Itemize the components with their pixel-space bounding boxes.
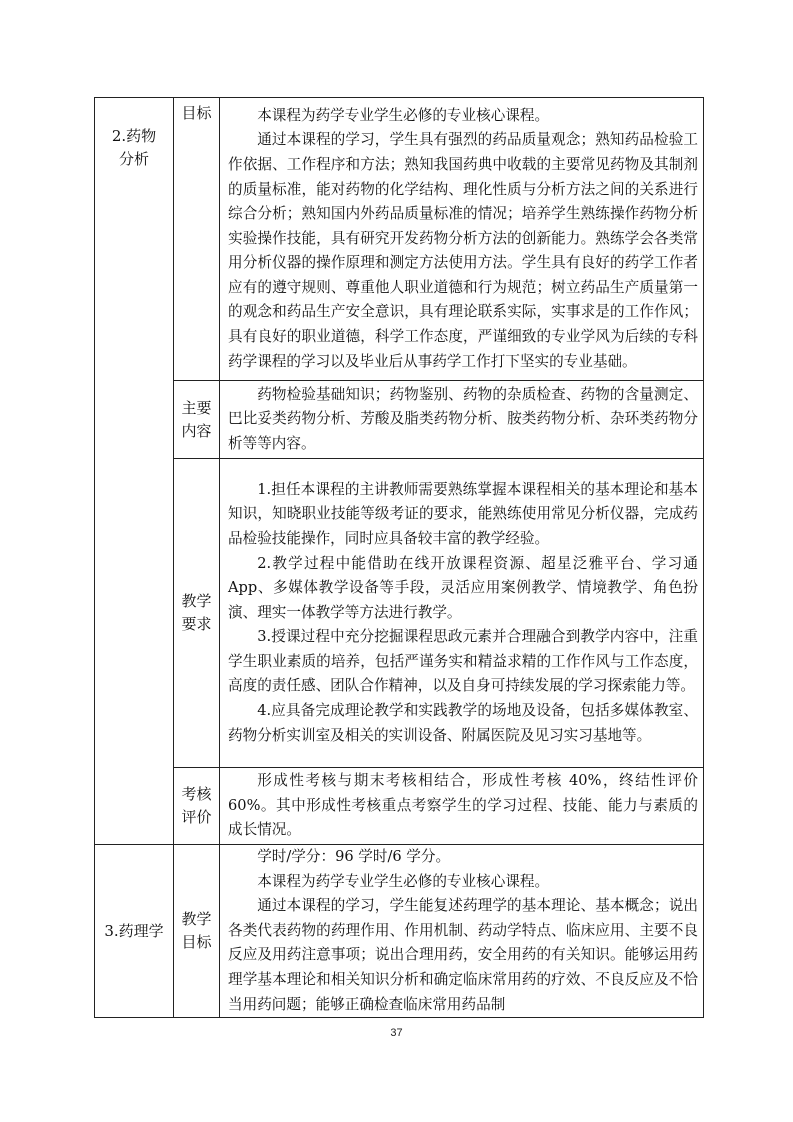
evaluation-paragraph: 形成性考核与期末考核相结合，形成性考核 40%，终结性评价 60%。其中形成性考核重点考察学生的学习过程、技能、能力与素质的成长情况。 — [228, 772, 698, 839]
goal-content-analysis — [220, 98, 704, 381]
content-label-analysis — [174, 381, 220, 459]
analysis-content-row — [95, 381, 704, 459]
course-name-analysis — [95, 98, 174, 845]
goal-paragraph: 通过本课程的学习，学生能复述药理学的基本理论、基本概念；说出各类代表药物的药理作用、作用机制、药动学特点、临床应用、主要不良反应及用药注意事项；说出合理用药，安全用药的有关知识。能够运用药理学基本理论和相关知识分析和确定临床常用药的疗效、不良反应及不恰当用药问题；能够正确检查临床常用药品制 — [228, 897, 698, 1013]
label-line: 考核 — [181, 785, 212, 803]
course-name-line: 分析 — [118, 150, 149, 168]
content-paragraph: 药物检验基础知识；药物鉴别、药物的杂质检查、药物的含量测定、巴比妥类药物分析、芳酸及脂类药物分析、胺类药物分析、杂环类药物分析等等内容。 — [228, 385, 698, 452]
course-name-line: 2.药物 — [111, 127, 157, 145]
label-line: 评价 — [181, 808, 212, 826]
page-number: 37 — [390, 1027, 403, 1039]
label-line: 目标 — [181, 933, 212, 952]
requirements-label-analysis — [174, 459, 220, 768]
goal-content-pharmacology — [220, 845, 704, 1018]
pharmacology-goal-row — [95, 845, 704, 1018]
content-content-analysis — [220, 381, 704, 459]
goal-paragraph: 学时/学分：96 学时/6 学分。 — [257, 848, 451, 865]
evaluation-content-analysis — [220, 768, 704, 845]
goal-label-text: 目标 — [181, 104, 212, 122]
requirement-paragraph: 2.教学过程中能借助在线开放课程资源、超星泛雅平台、学习通 App、多媒体教学设备等手段，灵活应用案例教学、情境教学、角色扮演、理实一体教学等方法进行教学。 — [228, 554, 698, 621]
goal-label-pharmacology — [174, 845, 220, 1018]
goal-label-analysis — [174, 98, 220, 381]
label-line: 教学 — [181, 910, 212, 929]
analysis-goal-row — [95, 98, 704, 381]
curriculum-table — [94, 97, 704, 1018]
label-line: 主要 — [181, 398, 212, 417]
course-name-line: 3.药理学 — [104, 921, 164, 940]
requirements-content-analysis — [220, 459, 704, 768]
requirement-paragraph: 1.担任本课程的主讲教师需要熟练掌握本课程相关的基本理论和基本知识，知晓职业技能等级考证的要求，能熟练使用常见分析仪器，完成药品检验技能操作，同时应具备较丰富的教学经验。 — [228, 480, 698, 547]
goal-paragraph: 本课程为药学专业学生必修的专业核心课程。 — [257, 872, 550, 890]
goal-paragraph: 通过本课程的学习，学生具有强烈的药品质量观念；熟知药品检验工作依据、工作程序和方法；熟知我国药典中收载的主要常见药物及其制剂的质量标准，能对药物的化学结构、理化性质与分析方法之间的关系进行综合分析；熟知国内外药品质量标准的情况；培养学生熟练操作药物分析实验操作技能，具有研究开发药物分析方法的创新能力。熟练学会各类常用分析仪器的操作原理和测定方法使用方法。学生具有良好的药学工作者应有的遵守规则、尊重他人职业道德和行为规范；树立药品生产质量第一的观念和药品生产安全意识，具有理论联系实际，实事求是的工作作风；具有良好的职业道德，科学工作态度，严谨细致的专业学风为后续的专科药学课程的学习以及毕业后从事药学工作打下坚实的专业基础。 — [228, 131, 698, 370]
evaluation-label-analysis — [174, 768, 220, 845]
goal-paragraph: 本课程为药学专业学生必修的专业核心课程。 — [257, 106, 550, 124]
requirement-paragraph: 4.应具备完成理论教学和实践教学的场地及设备，包括多媒体教室、药物分析实训室及相关的实训设备、附属医院及见习实习基地等。 — [228, 702, 698, 744]
analysis-evaluation-row — [95, 768, 704, 845]
label-line: 内容 — [181, 421, 212, 440]
requirement-paragraph: 3.授课过程中充分挖掘课程思政元素并合理融合到教学内容中，注重学生职业素质的培养，包括严谨务实和精益求精的工作作风与工作态度，高度的责任感、团队合作精神，以及自身可持续发展的学习探索能力等。 — [228, 628, 698, 695]
course-name-pharmacology — [95, 845, 174, 1018]
analysis-requirements-row — [95, 459, 704, 768]
label-line: 要求 — [181, 615, 212, 633]
label-line: 教学 — [181, 592, 212, 610]
